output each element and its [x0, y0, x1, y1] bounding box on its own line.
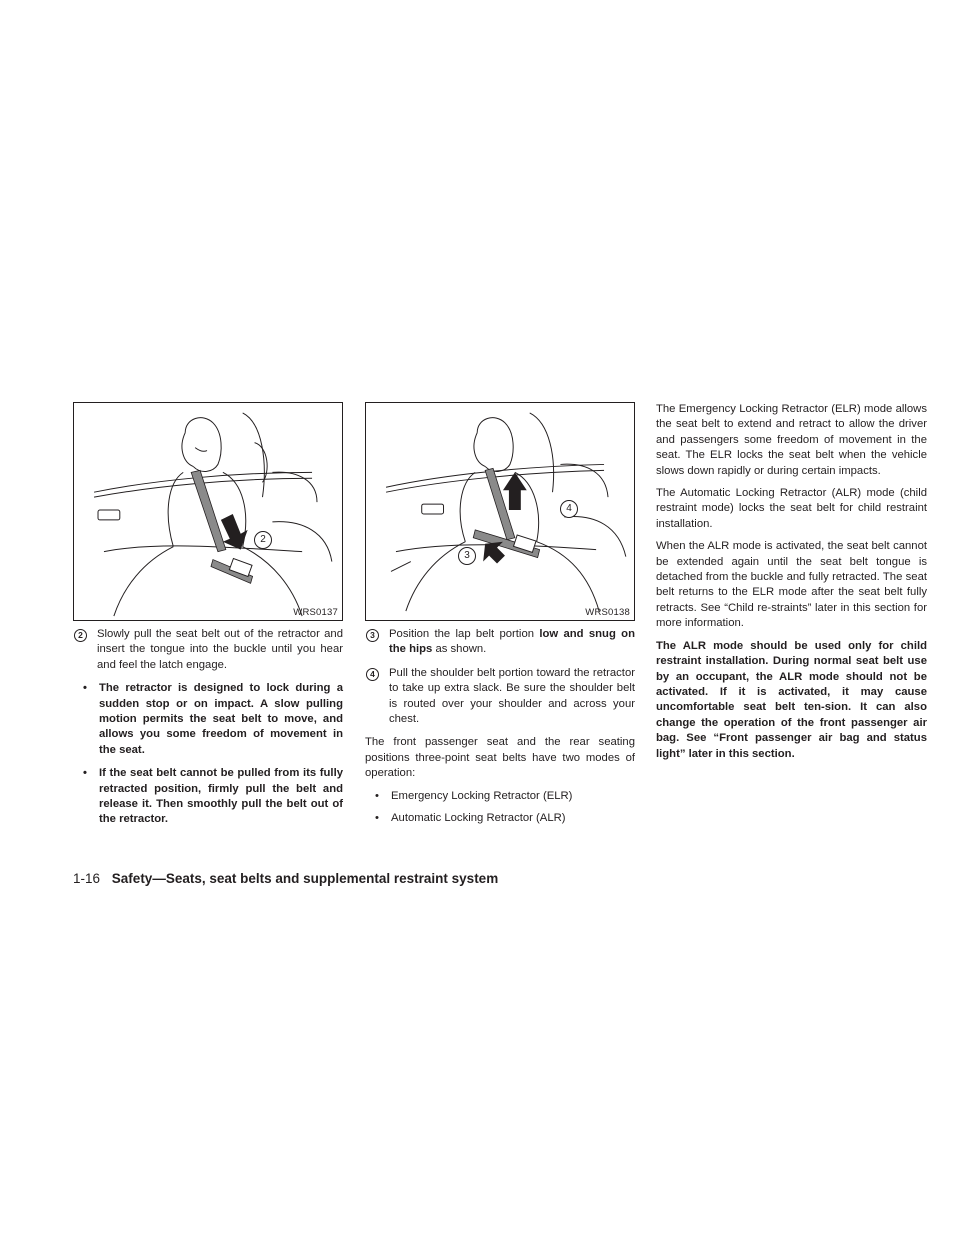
seatbelt-illustration-1	[74, 403, 342, 620]
step-4-text: Pull the shoulder belt portion toward the retractor to take up extra slack. Be sure the shoulder belt is routed over your shoulder and across your chest.	[389, 666, 635, 726]
alr-paragraph: The Automatic Locking Retractor (ALR) mode (child restraint mode) locks the seat belt for child restraint installation.	[656, 487, 927, 530]
bullet-dot: •	[83, 767, 87, 780]
mode-alr	[365, 811, 635, 826]
callout-3: 3	[458, 547, 476, 565]
step-2	[73, 627, 343, 673]
bullet-dot: •	[83, 682, 87, 695]
page-number: 1-16	[73, 871, 101, 886]
step-3	[365, 627, 635, 658]
page-footer	[73, 871, 498, 887]
alr-activated-paragraph: When the ALR mode is activated, the seat belt cannot be extended again until the seat belt tongue is detached from the buckle and fully retracted. The seat belt returns to the ELR mode after the seat belt fully retracts. See “Child re-straints” later in this section for more information.	[656, 540, 927, 630]
mode-text: Automatic Locking Retractor (ALR)	[391, 812, 566, 825]
bullet-text: If the seat belt cannot be pulled from its fully retracted position, firmly pull the belt and release it. Then smoothly pull the belt out of the retractor.	[99, 767, 343, 826]
step-4	[365, 666, 635, 728]
step-number-badge: 3	[366, 629, 379, 642]
figure-code: WRS0138	[585, 607, 630, 618]
step-number-badge: 4	[366, 668, 379, 681]
callout-2: 2	[254, 531, 272, 549]
bullet-text: The retractor is designed to lock during a sudden stop or on impact. A slow pulling motion permits the seat belt to move, and allows you some freedom of movement in the seat.	[99, 682, 343, 756]
alr-warning: The ALR mode should be used only for child restraint installation. During normal seat belt use by an occupant, the ALR mode should not be activated. If it is activated, it may cause uncomfortable seat belt ten-sion. It can also change the operation of the front passenger air bag. See “Front passenger air bag and status light” later in this section.	[656, 639, 927, 760]
figure-seatbelt-adjust	[365, 402, 635, 621]
step-2-text: Slowly pull the seat belt out of the retractor and insert the tongue into the buckle until you hear and feel the latch engage.	[97, 628, 343, 671]
seatbelt-illustration-2	[366, 403, 634, 620]
step-3-text-a: Position the lap belt portion	[389, 628, 540, 640]
elr-paragraph: The Emergency Locking Retractor (ELR) mode allows the seat belt to extend and retract to allow the driver and passengers some freedom of movement in the seat. The ELR locks the seat belt when the vehicle slows down rapidly or during certain impacts.	[656, 403, 927, 477]
column-3	[656, 402, 927, 762]
bullet-dot: •	[375, 812, 379, 825]
figure-code: WRS0137	[293, 607, 338, 618]
bullet-dot: •	[375, 789, 379, 802]
step-3-text-bold: low and snug on the hips	[389, 628, 635, 656]
mode-elr	[365, 789, 635, 804]
column-2	[365, 402, 635, 826]
bullet-retractor-lock	[73, 681, 343, 758]
modes-intro: The front passenger seat and the rear seating positions three-point seat belts have two modes of operation:	[365, 736, 635, 780]
step-number-badge: 2	[74, 629, 87, 642]
mode-text: Emergency Locking Retractor (ELR)	[391, 789, 573, 802]
section-title: Safety—Seats, seat belts and supplemental restraint system	[111, 871, 499, 886]
column-1	[73, 402, 343, 828]
step-3-text-b: as shown.	[432, 643, 487, 656]
callout-4: 4	[560, 500, 578, 518]
figure-seatbelt-insert-tongue	[73, 402, 343, 621]
bullet-belt-cannot-pull	[73, 766, 343, 828]
